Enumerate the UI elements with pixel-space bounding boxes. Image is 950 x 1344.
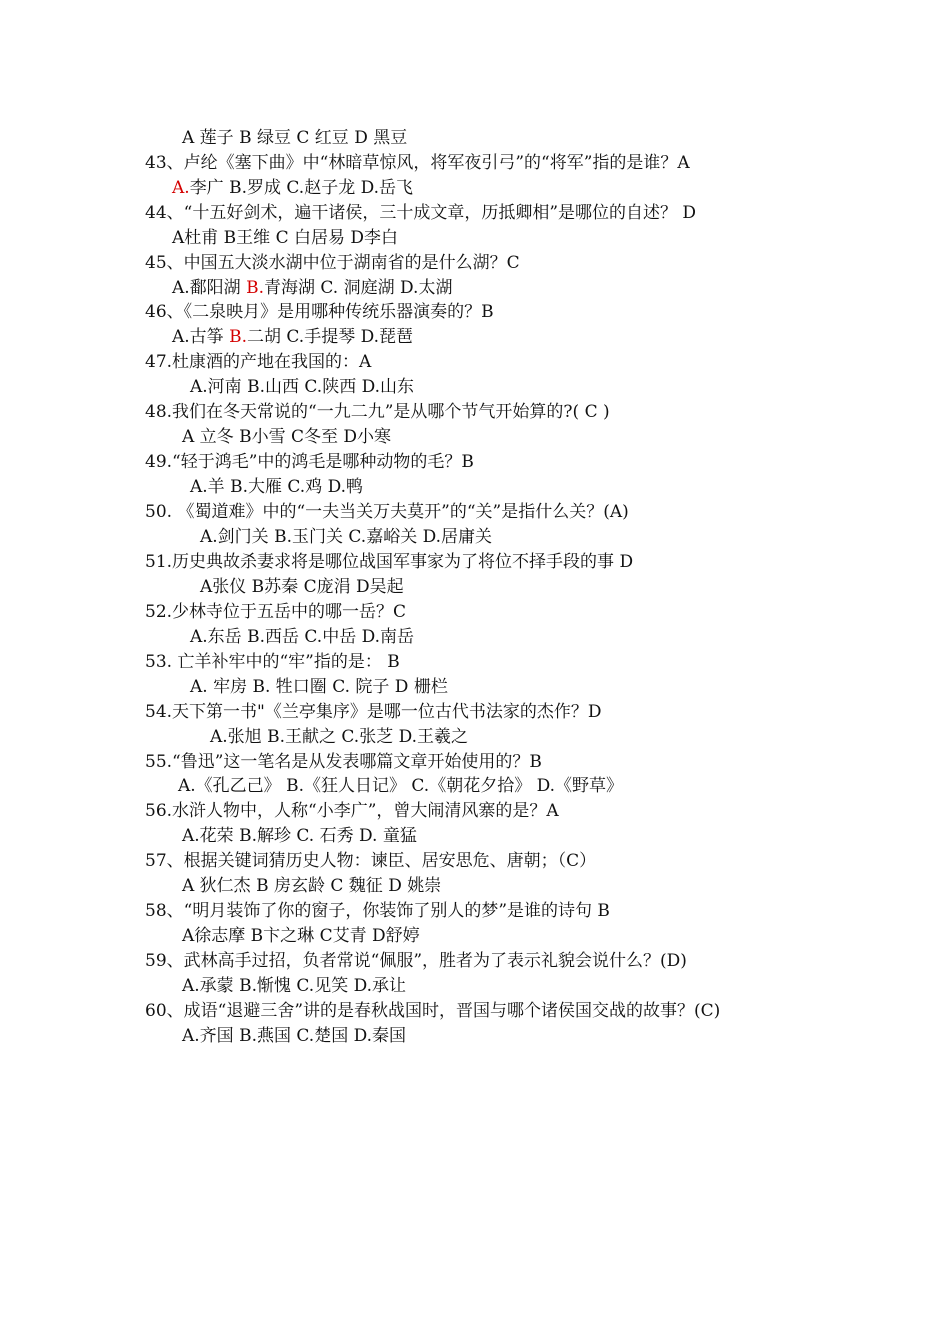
- quiz-line: [172, 177, 413, 199]
- quiz-line: [145, 751, 542, 773]
- quiz-line: [182, 1025, 406, 1047]
- line-text: 50. 《蜀道难》中的“一夫当关万夫莫开”的“关”是指什么关？(A): [145, 502, 629, 522]
- line-text: A徐志摩 B卞之琳 C艾青 D舒婷: [182, 926, 420, 946]
- quiz-line: [172, 326, 413, 348]
- quiz-line: [145, 950, 687, 972]
- line-text: A 立冬 B小雪 C冬至 D小寒: [182, 427, 392, 447]
- quiz-line: [145, 252, 520, 274]
- line-text: A.《孔乙己》 B.《狂人日记》 C.《朝花夕拾》 D.《野草》: [178, 776, 624, 796]
- quiz-line: [182, 925, 420, 947]
- quiz-line: [145, 800, 559, 822]
- quiz-line: [145, 301, 494, 323]
- quiz-line: [210, 726, 468, 748]
- line-text: 57、根据关键词猜历史人物：谏臣、居安思危、唐朝；（C）: [145, 851, 597, 871]
- quiz-line: [190, 476, 363, 498]
- highlighted-answer-letter: B.: [246, 278, 264, 298]
- line-text: A.鄱阳湖: [172, 278, 247, 298]
- highlighted-answer-letter: A.: [172, 178, 190, 198]
- quiz-line: [190, 626, 414, 648]
- line-text: 青海湖 C. 洞庭湖 D.太湖: [264, 278, 453, 298]
- quiz-line: [172, 277, 452, 299]
- line-text: 56.水浒人物中，人称“小李广”，曾大闹清风寨的是？A: [145, 801, 559, 821]
- line-text: 54.天下第一书"《兰亭集序》是哪一位古代书法家的杰作？D: [145, 702, 602, 722]
- line-text: A.河南 B.山西 C.陕西 D.山东: [190, 377, 415, 397]
- line-text: 55.“鲁迅”这一笔名是从发表哪篇文章开始使用的？B: [145, 752, 542, 772]
- quiz-line: [182, 975, 406, 997]
- quiz-line: [145, 900, 610, 922]
- line-text: A.古筝: [172, 327, 230, 347]
- quiz-line: [178, 775, 623, 797]
- line-text: A 狄仁杰 B 房玄龄 C 魏征 D 姚崇: [182, 876, 442, 896]
- quiz-line: [145, 451, 474, 473]
- line-text: 60、成语“退避三舍”讲的是春秋战国时，晋国与哪个诸侯国交战的故事？(C): [145, 1001, 721, 1021]
- line-text: A.剑门关 B.玉门关 C.嘉峪关 D.居庸关: [200, 527, 493, 547]
- line-text: A.齐国 B.燕国 C.楚国 D.秦国: [182, 1026, 407, 1046]
- quiz-line: [145, 351, 371, 373]
- quiz-line: [145, 501, 629, 523]
- quiz-line: [190, 676, 448, 698]
- line-text: 李广 B.罗成 C.赵子龙 D.岳飞: [189, 178, 414, 198]
- line-text: 53. 亡羊补牢中的“牢”指的是： B: [145, 652, 400, 672]
- quiz-line: [182, 875, 441, 897]
- line-text: A.羊 B.大雁 C.鸡 D.鸭: [190, 477, 364, 497]
- highlighted-answer-letter: B.: [229, 327, 247, 347]
- line-text: 二胡 C.手提琴 D.琵琶: [247, 327, 414, 347]
- line-text: A 莲子 B 绿豆 C 红豆 D 黑豆: [182, 128, 408, 148]
- quiz-line: [200, 576, 404, 598]
- line-text: 44、“十五好剑术，遍干诸侯，三十成文章，历抵卿相”是哪位的自述？ D: [145, 203, 697, 223]
- line-text: A杜甫 B王维 C 白居易 D李白: [172, 228, 399, 248]
- line-text: 51.历史典故杀妻求将是哪位战国军事家为了将位不择手段的事 D: [145, 552, 634, 572]
- line-text: 43、卢纶《塞下曲》中“林暗草惊风，将军夜引弓”的“将军”指的是谁？A: [145, 153, 690, 173]
- quiz-line: [145, 601, 406, 623]
- line-text: A. 牢房 B. 牲口圈 C. 院子 D 栅栏: [190, 677, 448, 697]
- quiz-line: [145, 651, 400, 673]
- line-text: A.花荣 B.解珍 C. 石秀 D. 童猛: [182, 826, 417, 846]
- line-text: 45、中国五大淡水湖中位于湖南省的是什么湖？C: [145, 253, 520, 273]
- quiz-line: [145, 152, 690, 174]
- quiz-line: [182, 825, 417, 847]
- line-text: 48.我们在冬天常说的“一九二九”是从哪个节气开始算的?( C ): [145, 402, 610, 422]
- line-text: 46、《二泉映月》是用哪种传统乐器演奏的？B: [145, 302, 494, 322]
- quiz-line: [145, 850, 596, 872]
- quiz-line: [182, 426, 391, 448]
- line-text: 59、武林高手过招，负者常说“佩服”，胜者为了表示礼貌会说什么？(D): [145, 951, 687, 971]
- line-text: A.承蒙 B.惭愧 C.见笑 D.承让: [182, 976, 407, 996]
- quiz-line: [172, 227, 398, 249]
- line-text: A.张旭 B.王献之 C.张芝 D.王羲之: [210, 727, 469, 747]
- line-text: A张仪 B苏秦 C庞涓 D吴起: [200, 577, 404, 597]
- line-text: A.东岳 B.西岳 C.中岳 D.南岳: [190, 627, 415, 647]
- line-text: 52.少林寺位于五岳中的哪一岳？C: [145, 602, 407, 622]
- line-text: 49.“轻于鸿毛”中的鸿毛是哪种动物的毛？B: [145, 452, 474, 472]
- quiz-line: [200, 526, 492, 548]
- quiz-line: [182, 127, 407, 149]
- line-text: 47.杜康酒的产地在我国的：A: [145, 352, 372, 372]
- quiz-line: [145, 202, 696, 224]
- quiz-line: [190, 376, 414, 398]
- quiz-line: [145, 1000, 720, 1022]
- quiz-line: [145, 551, 633, 573]
- quiz-line: [145, 701, 601, 723]
- line-text: 58、“明月装饰了你的窗子，你装饰了别人的梦”是谁的诗句 B: [145, 901, 610, 921]
- quiz-line: [145, 401, 610, 423]
